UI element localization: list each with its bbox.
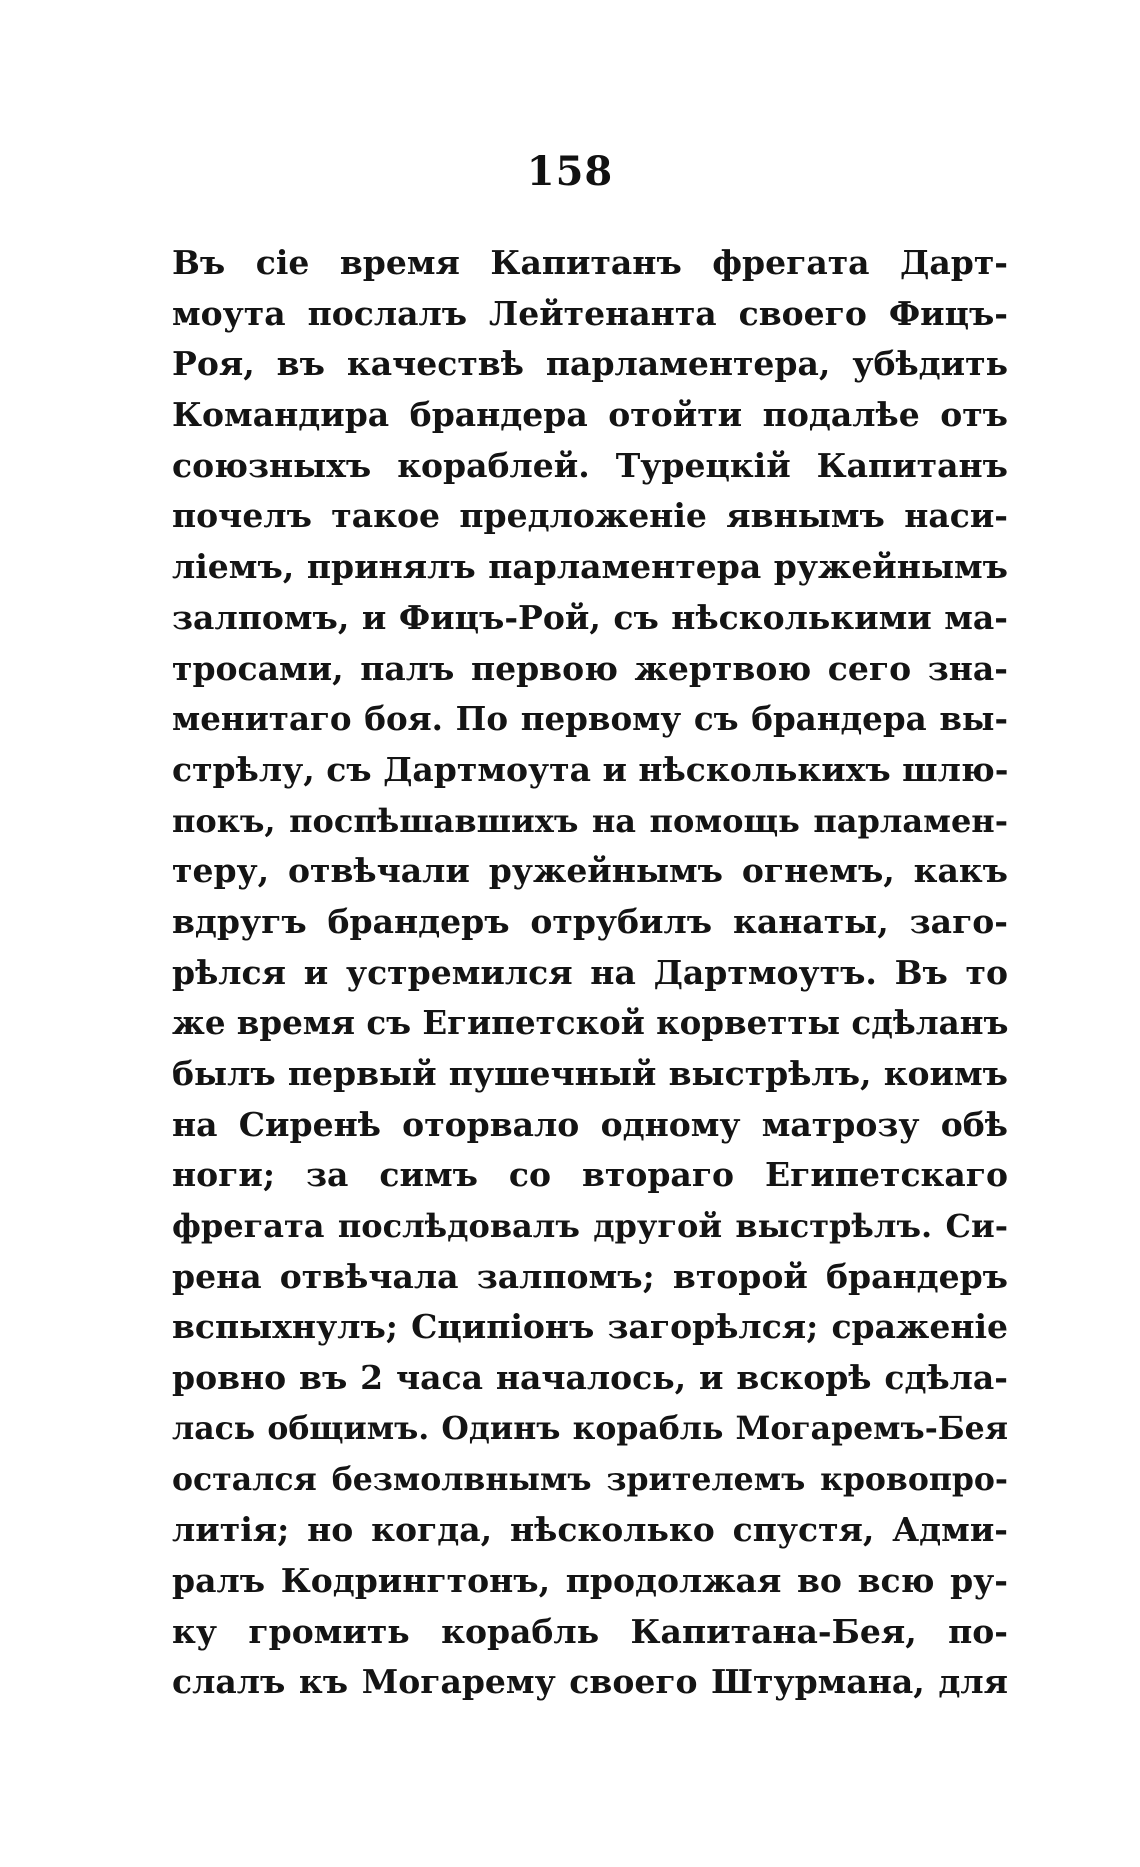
- text-line: ноги; за симъ со втораго Египетскаго: [172, 1155, 1008, 1195]
- text-line: залпомъ, и Фицъ-Рой, съ нѣсколькими ма-: [172, 597, 1008, 637]
- text-line: ровно въ 2 часа началось, и вскорѣ сдѣла-: [172, 1358, 1008, 1398]
- text-line: былъ первый пушечный выстрѣлъ, коимъ: [172, 1054, 1008, 1093]
- text-line: остался безмолвнымъ зрителемъ кровопро-: [172, 1460, 1008, 1498]
- text-line: почелъ такое предложеніе явнымъ наси-: [172, 496, 1008, 536]
- text-line: Командира брандера отойти подалѣе отъ: [172, 395, 1008, 435]
- text-line: же время съ Египетской корветты сдѣланъ: [172, 1003, 1008, 1043]
- text-line: моута послалъ Лейтенанта своего Фицъ-: [172, 293, 1008, 333]
- page-number: 158: [526, 148, 614, 195]
- text-line: литія; но когда, нѣсколько спустя, Адми-: [172, 1510, 1008, 1550]
- text-line: ралъ Кодрингтонъ, продолжая во всю ру-: [172, 1560, 1008, 1600]
- text-line: ку громить корабль Капитана-Бея, по-: [172, 1611, 1008, 1651]
- text-line: вдругъ брандеръ отрубилъ канаты, заго-: [172, 901, 1008, 941]
- text-line: лась общимъ. Одинъ корабль Могаремъ-Бея: [172, 1409, 1008, 1447]
- text-line: союзныхъ кораблей. Турецкій Капитанъ: [172, 445, 1008, 485]
- text-line: тросами, палъ первою жертвою сего зна-: [172, 648, 1008, 688]
- text-line: вспыхнулъ; Сципіонъ загорѣлся; сраженіе: [172, 1307, 1008, 1347]
- text-line: теру, отвѣчали ружейнымъ огнемъ, какъ: [172, 851, 1008, 891]
- text-line: Роя, въ качествѣ парламентера, убѣдить: [172, 344, 1008, 384]
- body-text: [172, 238, 1008, 1708]
- text-line: слалъ къ Могарему своего Штурмана, для: [172, 1662, 1008, 1702]
- text-line: рена отвѣчала залпомъ; второй брандеръ: [172, 1256, 1008, 1296]
- text-line: менитаго боя. По первому съ брандера вы-: [172, 699, 1008, 739]
- text-line: рѣлся и устремился на Дартмоутъ. Въ то: [172, 952, 1008, 992]
- text-line: ліемъ, принялъ парламентера ружейнымъ: [172, 547, 1008, 587]
- text-line: стрѣлу, съ Дартмоута и нѣсколькихъ шлю-: [172, 749, 1008, 789]
- text-line: фрегата послѣдовалъ другой выстрѣлъ. Си-: [172, 1207, 1008, 1246]
- text-line: на Сиренѣ оторвало одному матрозу обѣ: [172, 1104, 1008, 1144]
- text-line: покъ, поспѣшавшихъ на помощь парламен-: [172, 801, 1008, 840]
- text-line: Въ сіе время Капитанъ фрегата Дарт-: [172, 243, 1008, 282]
